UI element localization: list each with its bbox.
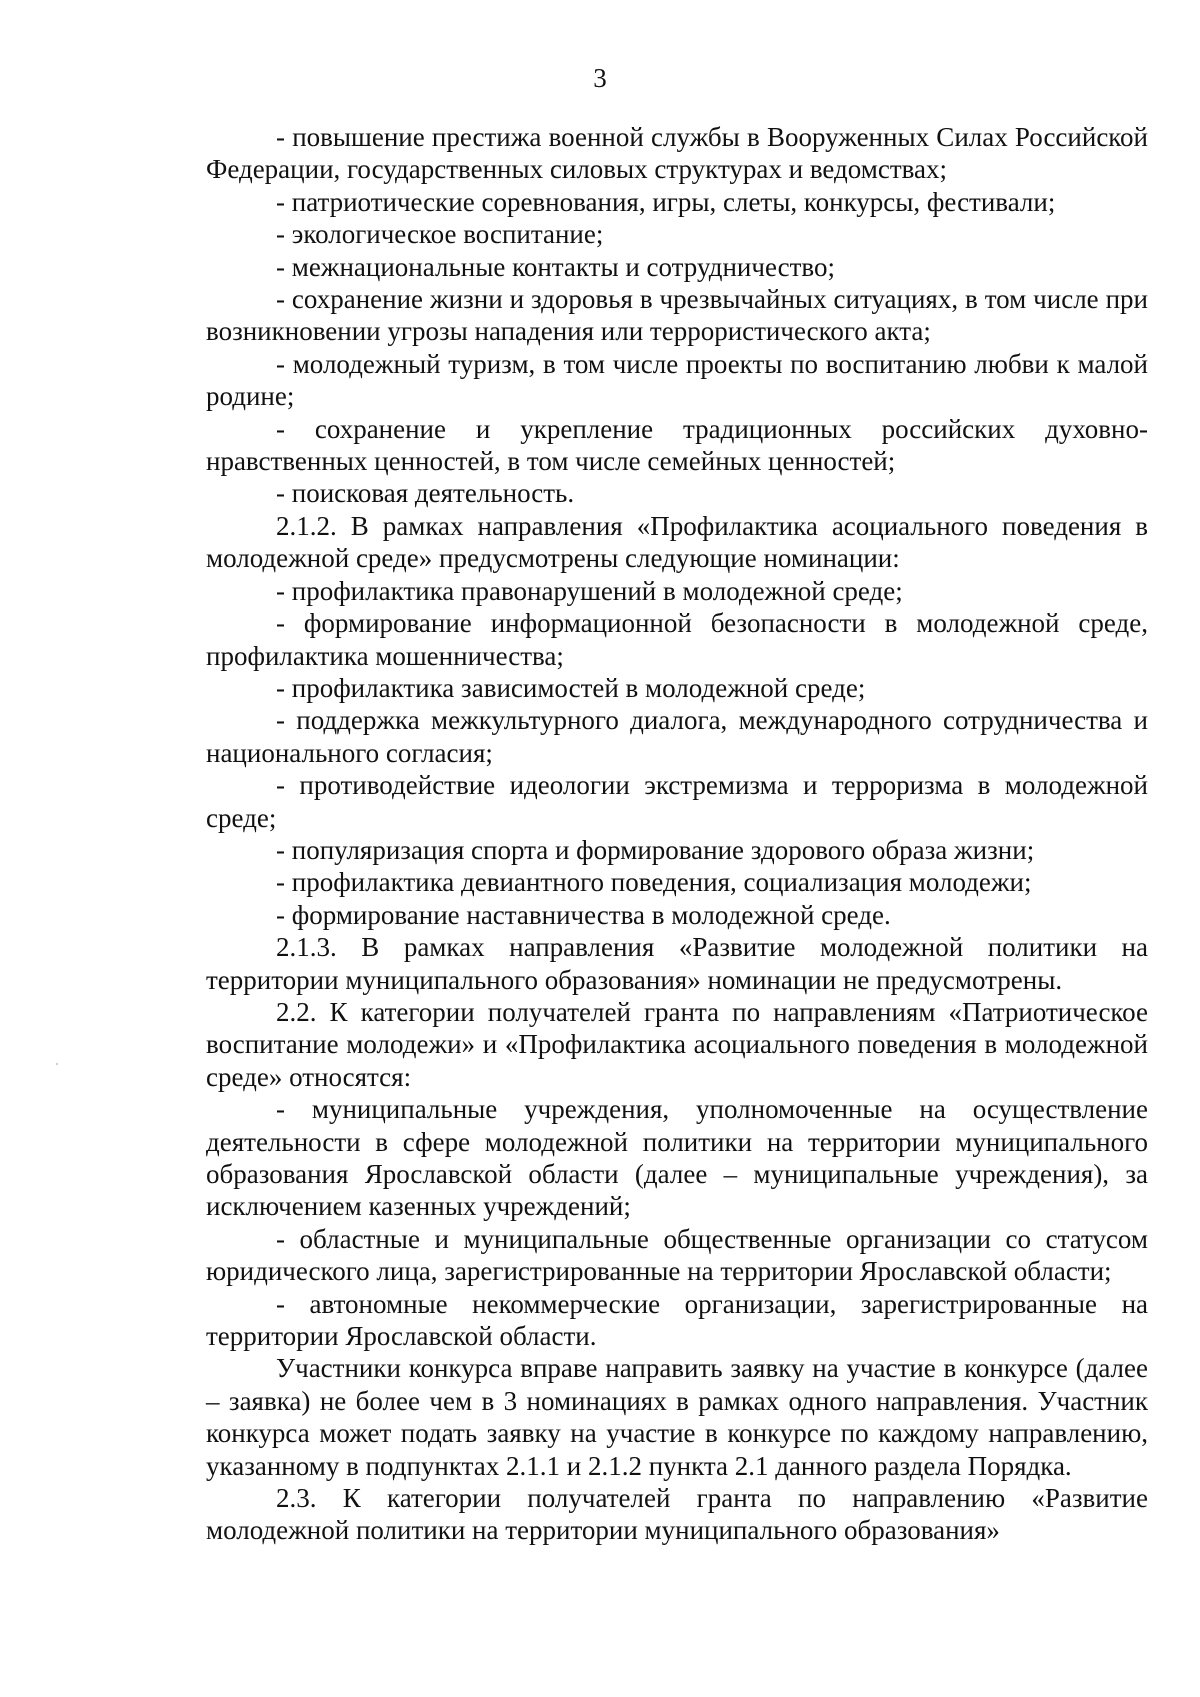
paragraph-item-sport: - популяризация спорта и формирование здорового образа жизни; — [276, 834, 1035, 865]
paragraph-item-deviant-behavior: - профилактика девиантного поведения, социализация молодежи; — [276, 867, 1032, 898]
paragraph-item-traditional-values: - сохранение и укрепление традиционных российских духовно-нравственных ценностей, в том числе семейных ценностей; — [206, 413, 1148, 477]
paragraph-item-info-security: - формирование информационной безопасности в молодежной среде, профилактика мошенничества; — [206, 608, 1148, 671]
page-number: 3 — [593, 63, 607, 93]
paragraph-item-nonprofit-organizations: - автономные некоммерческие организации, зарегистрированные на территории Ярославской области. — [206, 1288, 1148, 1352]
paragraph-item-addiction-prevention: - профилактика зависимостей в молодежной среде; — [276, 672, 866, 703]
scan-speck — [56, 1063, 58, 1065]
paragraph-item-search-activity: - поисковая деятельность. — [276, 478, 575, 509]
paragraph-item-competitions: - патриотические соревнования, игры, слеты, конкурсы, фестивали; — [276, 186, 1056, 217]
paragraph-item-intercultural-dialogue: - поддержка межкультурного диалога, международного сотрудничества и национального согласия; — [206, 705, 1148, 768]
paragraph-item-municipal-institutions: - муниципальные учреждения, уполномоченные на осуществление деятельности в сфере молодежной политики на территории муниципального образования Ярославской области (далее – муниципальные учреждения), за исключением казенных учреждений; — [206, 1094, 1148, 1222]
paragraph-section-2-1-2: 2.1.2. В рамках направления «Профилактика асоциального поведения в молодежной среде» предусмотрены следующие номинации: — [206, 510, 1148, 574]
paragraph-section-2-2: 2.2. К категории получателей гранта по направлениям «Патриотическое воспитание молодежи» и «Профилактика асоциального поведения в молодежной среде» относятся: — [206, 996, 1148, 1092]
paragraph-item-mentorship: - формирование наставничества в молодежной среде. — [276, 899, 891, 930]
paragraph-item-youth-tourism: - молодежный туризм, в том числе проекты по воспитанию любви к малой родине; — [206, 348, 1148, 412]
paragraph-item-offense-prevention: - профилактика правонарушений в молодежной среде; — [276, 575, 903, 606]
paragraph-section-2-1-3: 2.1.3. В рамках направления «Развитие молодежной политики на территории муниципального образования» номинации не предусмотрены. — [206, 932, 1148, 995]
document-body — [206, 121, 1148, 1547]
paragraph-section-2-3: 2.3. К категории получателей гранта по направлению «Развитие молодежной политики на территории муниципального образования» — [206, 1483, 1148, 1546]
paragraph-item-prestige: - повышение престижа военной службы в Вооруженных Силах Российской Федерации, государственных силовых структурах и ведомствах; — [206, 122, 1148, 185]
paragraph-item-anti-extremism: - противодействие идеологии экстремизма и терроризма в молодежной среде; — [206, 770, 1148, 833]
paragraph-item-emergency-safety: - сохранение жизни и здоровья в чрезвычайных ситуациях, в том числе при возникновении угрозы нападения или террористического акта; — [206, 284, 1148, 347]
paragraph-item-interethnic: - межнациональные контакты и сотрудничество; — [276, 251, 835, 282]
paragraph-item-public-organizations: - областные и муниципальные общественные организации со статусом юридического лица, зарегистрированные на территории Ярославской области; — [206, 1223, 1148, 1287]
paragraph-application-rules: Участники конкурса вправе направить заявку на участие в конкурсе (далее – заявка) не более чем в 3 номинациях в рамках одного направления. Участник конкурса может подать заявку на участие в конкурсе по каждому направлению, указанному в подпунктах 2.1.1 и 2.1.2 пункта 2.1 данного раздела Порядка. — [206, 1353, 1148, 1481]
paragraph-item-ecology: - экологическое воспитание; — [276, 219, 604, 250]
